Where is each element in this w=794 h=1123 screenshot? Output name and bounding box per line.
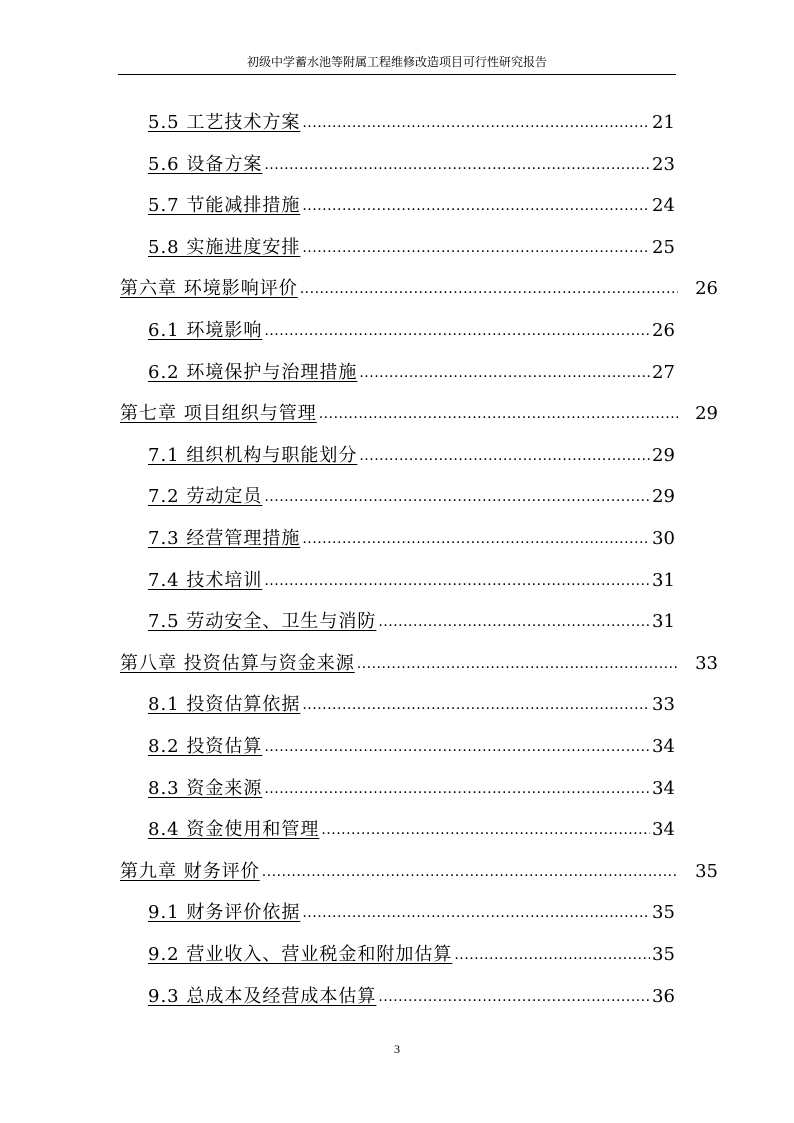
page-footer bbox=[0, 1042, 794, 1057]
toc-section-entry[interactable] bbox=[148, 350, 674, 384]
toc-section-entry[interactable] bbox=[148, 682, 674, 716]
toc-section-entry[interactable] bbox=[148, 932, 674, 966]
toc-section-entry[interactable] bbox=[148, 474, 674, 508]
toc-chapter-entry[interactable] bbox=[120, 266, 718, 300]
toc-chapter-entry[interactable] bbox=[120, 641, 718, 675]
toc-dot-leader bbox=[264, 736, 650, 758]
toc-entry-title[interactable]: 8.2 投资估算 bbox=[148, 736, 263, 757]
toc-entry-title[interactable]: 7.1 组织机构与职能划分 bbox=[148, 444, 358, 466]
toc-page-number: 35 bbox=[652, 902, 675, 924]
toc-entry-title[interactable]: 7.4 技术培训 bbox=[148, 569, 263, 591]
header-title: 初级中学蓄水池等附属工程维修改造项目可行性研究报告 bbox=[246, 55, 547, 69]
toc-dot-leader bbox=[321, 819, 650, 841]
toc-dot-leader bbox=[264, 154, 650, 176]
toc-dot-leader bbox=[300, 278, 678, 300]
toc-section-entry[interactable] bbox=[148, 807, 674, 841]
toc-dot-leader bbox=[454, 944, 650, 966]
toc-entry-title[interactable]: 8.1 投资估算依据 bbox=[148, 694, 301, 716]
toc-page-number: 31 bbox=[652, 569, 675, 591]
toc-dot-leader bbox=[264, 570, 650, 592]
toc-section-entry[interactable] bbox=[148, 766, 674, 800]
toc-dot-leader bbox=[262, 861, 678, 883]
toc-entry-title[interactable]: 5.5 工艺技术方案 bbox=[148, 112, 301, 133]
toc-page-number: 26 bbox=[695, 278, 718, 300]
toc-page-number: 33 bbox=[695, 652, 718, 674]
toc-dot-leader bbox=[302, 694, 650, 716]
toc-section-entry[interactable] bbox=[148, 183, 674, 217]
toc-chapter-entry[interactable] bbox=[120, 849, 718, 883]
toc-page-number: 35 bbox=[652, 944, 675, 965]
toc-dot-leader bbox=[264, 486, 650, 508]
toc-section-entry[interactable] bbox=[148, 974, 674, 1008]
toc-entry-title[interactable]: 6.2 环境保护与治理措施 bbox=[148, 361, 358, 383]
toc-dot-leader bbox=[359, 362, 650, 384]
toc-entry-title[interactable]: 8.3 资金来源 bbox=[148, 777, 263, 799]
toc-section-entry[interactable] bbox=[148, 558, 674, 592]
toc-section-entry[interactable] bbox=[148, 724, 674, 758]
toc-page-number: 29 bbox=[652, 486, 675, 508]
toc-chapter-entry[interactable] bbox=[120, 391, 718, 425]
toc-entry-title[interactable]: 第八章 投资估算与资金来源 bbox=[120, 652, 355, 674]
page-header bbox=[118, 54, 676, 75]
toc-page-number: 36 bbox=[652, 985, 675, 1007]
toc-page-number: 35 bbox=[695, 860, 718, 882]
toc-dot-leader bbox=[378, 986, 650, 1008]
toc-page-number: 25 bbox=[652, 236, 675, 258]
toc-dot-leader bbox=[302, 902, 650, 924]
toc-entry-title[interactable]: 9.3 总成本及经营成本估算 bbox=[148, 985, 377, 1007]
toc-page-number: 34 bbox=[652, 736, 675, 757]
toc-section-entry[interactable] bbox=[148, 100, 674, 134]
toc-dot-leader bbox=[302, 237, 650, 259]
toc-entry-title[interactable]: 7.5 劳动安全、卫生与消防 bbox=[148, 611, 377, 633]
toc-page-number: 21 bbox=[652, 112, 675, 133]
toc-dot-leader bbox=[357, 653, 678, 675]
toc-entry-title[interactable]: 9.2 营业收入、营业税金和附加估算 bbox=[148, 944, 453, 965]
toc-page-number: 33 bbox=[652, 694, 675, 716]
toc-entry-title[interactable]: 7.3 经营管理措施 bbox=[148, 528, 301, 549]
toc-entry-title[interactable]: 9.1 财务评价依据 bbox=[148, 902, 301, 924]
toc-page-number: 30 bbox=[652, 528, 675, 549]
toc-dot-leader bbox=[319, 403, 678, 425]
toc-dot-leader bbox=[378, 611, 650, 633]
toc-dot-leader bbox=[264, 320, 650, 342]
toc-section-entry[interactable] bbox=[148, 308, 674, 342]
toc-page-number: 26 bbox=[652, 320, 675, 341]
toc-page-number: 23 bbox=[652, 153, 675, 175]
toc-entry-title[interactable]: 第六章 环境影响评价 bbox=[120, 278, 298, 300]
toc-section-entry[interactable] bbox=[148, 599, 674, 633]
toc-dot-leader bbox=[302, 195, 650, 217]
toc-entry-title[interactable]: 8.4 资金使用和管理 bbox=[148, 819, 320, 841]
toc-dot-leader bbox=[302, 112, 650, 134]
toc-dot-leader bbox=[264, 778, 650, 800]
toc-dot-leader bbox=[302, 528, 650, 550]
toc-section-entry[interactable] bbox=[148, 516, 674, 550]
toc-entry-title[interactable]: 5.7 节能减排措施 bbox=[148, 195, 301, 217]
toc-page-number: 31 bbox=[652, 611, 675, 633]
toc-page-number: 34 bbox=[652, 819, 675, 841]
toc-entry-title[interactable]: 6.1 环境影响 bbox=[148, 320, 263, 341]
toc-page-number: 29 bbox=[695, 403, 718, 425]
toc-page-number: 27 bbox=[652, 361, 675, 383]
toc-page-number: 34 bbox=[652, 777, 675, 799]
toc-dot-leader bbox=[359, 445, 650, 467]
toc-page-number: 29 bbox=[652, 444, 675, 466]
toc-entry-title[interactable]: 5.6 设备方案 bbox=[148, 153, 263, 175]
toc-section-entry[interactable] bbox=[148, 225, 674, 259]
toc-section-entry[interactable] bbox=[148, 890, 674, 924]
page-number: 3 bbox=[394, 1042, 400, 1056]
toc-entry-title[interactable]: 7.2 劳动定员 bbox=[148, 486, 263, 508]
toc-page-number: 24 bbox=[652, 195, 675, 217]
toc-entry-title[interactable]: 5.8 实施进度安排 bbox=[148, 236, 301, 258]
toc-section-entry[interactable] bbox=[148, 142, 674, 176]
toc-entry-title[interactable]: 第七章 项目组织与管理 bbox=[120, 403, 317, 425]
toc-section-entry[interactable] bbox=[148, 433, 674, 467]
toc-entry-title[interactable]: 第九章 财务评价 bbox=[120, 860, 260, 882]
